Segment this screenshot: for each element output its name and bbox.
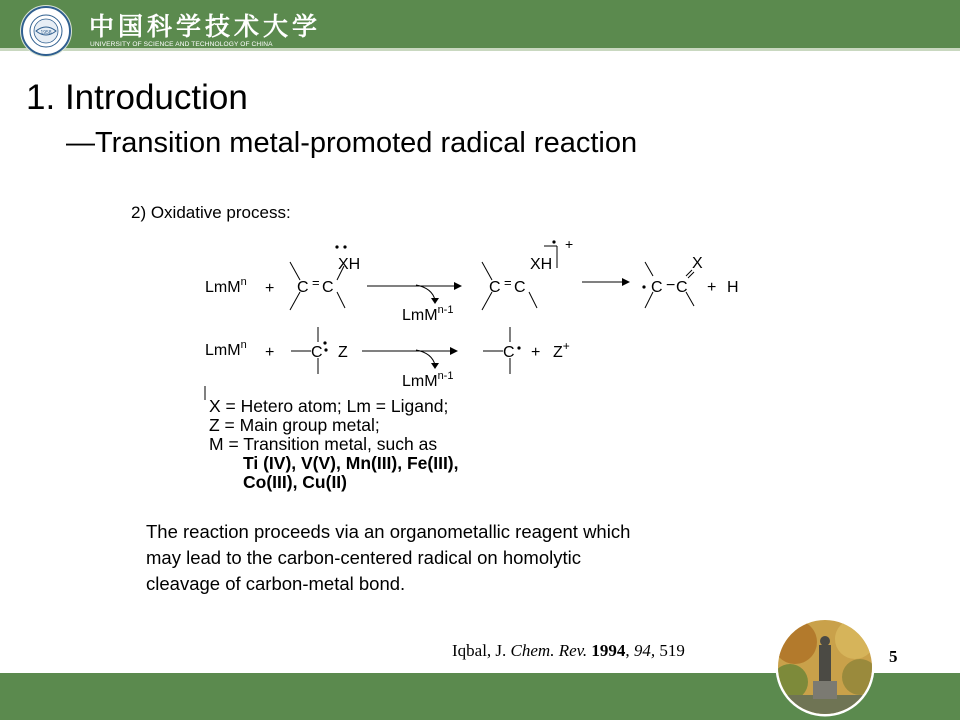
radical-dot	[335, 245, 338, 248]
group-h: H	[727, 279, 739, 296]
group-z	[553, 339, 570, 361]
paragraph-line: The reaction proceeds via an organometallic reagent which	[146, 521, 631, 542]
title-text: Introduction	[64, 78, 248, 117]
paragraph-line: may lead to the carbon-centered radical on homolytic	[146, 547, 581, 568]
atom-c: C	[489, 279, 501, 296]
radical-dot	[343, 245, 346, 248]
charge-plus: +	[565, 236, 574, 252]
citation-journal: Chem. Rev.	[510, 641, 588, 660]
reagent-label: LmM	[205, 279, 241, 296]
atom-c: C	[514, 279, 526, 296]
byproduct-label: LmM	[402, 373, 438, 390]
curved-arrow	[416, 350, 435, 365]
reagent-lmm	[205, 339, 247, 359]
atom-c: C	[322, 279, 334, 296]
double-bond: =	[312, 275, 320, 290]
radical-dot	[552, 240, 555, 243]
atom-c: C	[311, 344, 323, 361]
atom-c: C	[503, 344, 515, 361]
school-name-en: UNIVERSITY OF SCIENCE AND TECHNOLOGY OF CHINA	[90, 41, 273, 48]
reagent-sup: n	[240, 276, 247, 288]
legend-line: M = Transition metal, such as	[209, 434, 438, 454]
subtitle-text: Transition metal-promoted radical reaction	[95, 127, 638, 159]
curved-arrow	[416, 285, 435, 300]
statue-photo	[775, 617, 875, 717]
page-number: 5	[889, 647, 898, 666]
group-xh: XH	[530, 256, 553, 273]
plus-sign: +	[531, 344, 541, 361]
curved-arrow-head	[431, 363, 439, 369]
byproduct-sup: n-1	[437, 370, 454, 382]
byproduct-label: LmM	[402, 307, 438, 324]
group-x: X	[692, 255, 703, 272]
citation-author: Iqbal, J.	[452, 641, 507, 660]
legend-line: Z = Main group metal;	[209, 415, 380, 435]
legend-metals-line: Co(III), Cu(II)	[243, 472, 348, 492]
reagent-sup: n	[240, 339, 247, 351]
atom-c: C	[676, 279, 688, 296]
bond-line	[337, 292, 345, 308]
explanation-paragraph	[146, 519, 786, 597]
arrow-head	[454, 282, 462, 290]
atom-c: C	[297, 279, 309, 296]
group-xh: XH	[338, 256, 361, 273]
seal-year: 1958	[40, 30, 52, 36]
bond-line	[290, 262, 300, 280]
legend-line: X = Hetero atom; Lm = Ligand;	[209, 396, 449, 416]
double-bond: =	[504, 275, 512, 290]
radical-dot	[517, 346, 520, 349]
paragraph-line: cleavage of carbon-metal bond.	[146, 573, 406, 594]
radical-dot	[642, 285, 645, 288]
byproduct-lmm	[402, 370, 453, 390]
citation-year: 1994	[591, 641, 626, 660]
byproduct-sup: n-1	[437, 304, 454, 316]
bond-line	[529, 292, 537, 308]
group-z: Z	[338, 344, 348, 361]
reagent-lmm	[205, 276, 247, 296]
bond-line	[645, 262, 653, 276]
citation-volume: 94,	[633, 641, 656, 660]
reagent-label: LmM	[205, 342, 241, 359]
byproduct-lmm	[402, 304, 453, 324]
arrow-head	[622, 278, 630, 286]
arrow-head	[450, 347, 458, 355]
plus-sign: +	[265, 280, 275, 297]
step-label: 2) Oxidative process:	[131, 203, 291, 222]
z-label: Z	[553, 344, 563, 361]
radical-dot	[324, 348, 327, 351]
bond-line	[482, 262, 492, 280]
legend-metals-line: Ti (IV), V(V), Mn(III), Fe(III),	[243, 453, 459, 473]
z-charge: +	[562, 339, 570, 353]
plus-sign: +	[707, 279, 717, 296]
radical-dot	[323, 341, 326, 344]
single-bond: −	[666, 277, 676, 294]
citation-pages: 519	[659, 641, 685, 660]
subtitle-dash: —	[66, 127, 95, 159]
scheme-legend	[209, 397, 459, 492]
citation: Iqbal, J. Chem. Rev. 1994, 94, 519	[452, 641, 685, 660]
atom-c: C	[651, 279, 663, 296]
school-name-cn: 中国科学技术大学	[89, 12, 322, 41]
plus-sign: +	[265, 344, 275, 361]
title-number: 1.	[26, 78, 56, 117]
